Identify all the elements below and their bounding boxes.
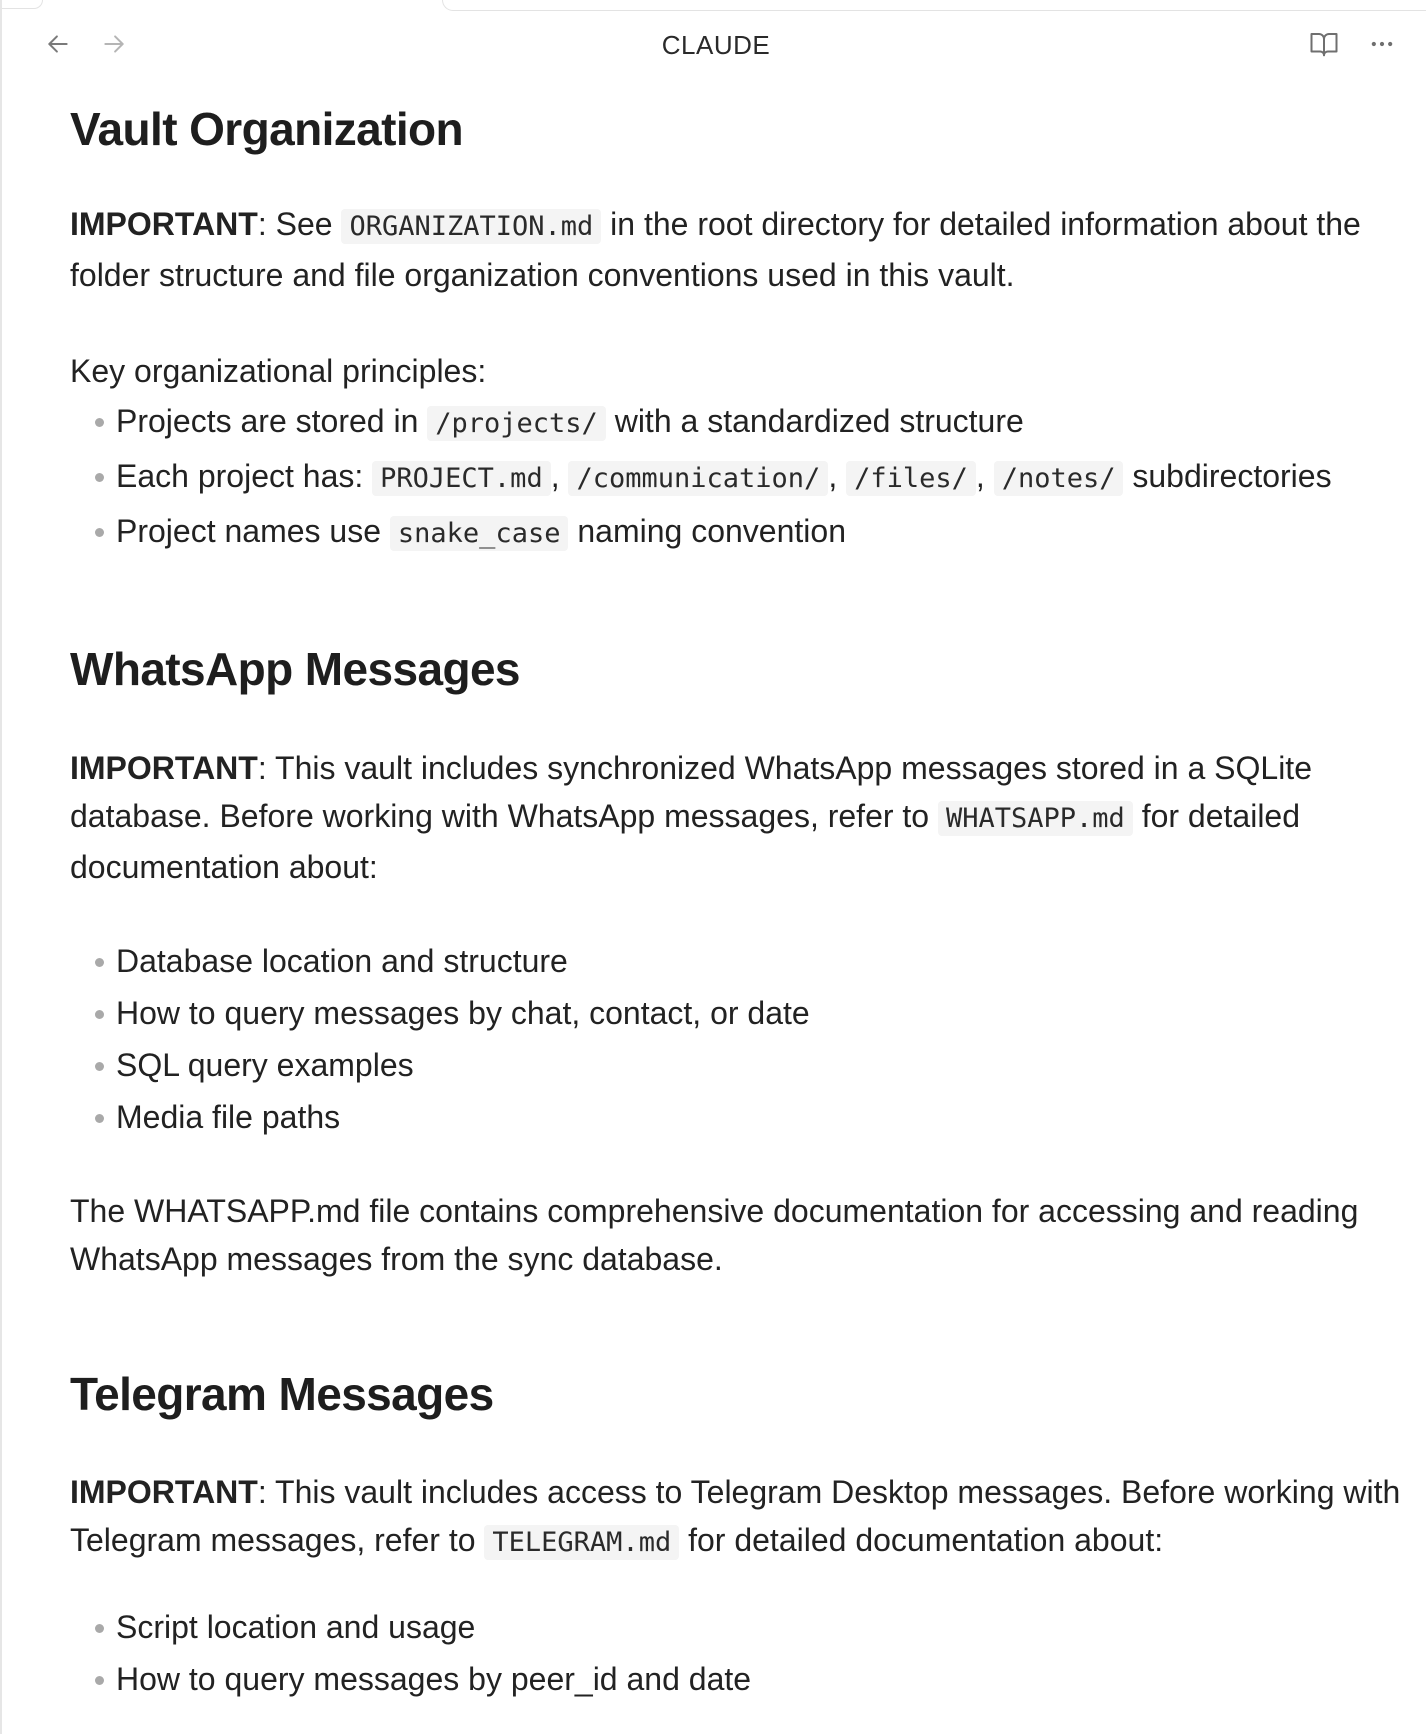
inline-code: /files/ [846,461,976,496]
paragraph-whatsapp-summary: The WHATSAPP.md file contains comprehensive documentation for accessing and reading WhatsApp messages from the sync database. [70,1192,1359,1277]
heading-telegram-messages: Telegram Messages [70,1367,494,1420]
inline-code: snake_case [390,516,569,551]
text: : This vault includes synchronized WhatsApp messages stored in a SQLite database. Before working with WhatsApp messages, refer to [70,749,1312,834]
inline-code: /communication/ [568,461,828,496]
list-item: SQL query examples [70,1039,1410,1091]
important-label: IMPORTANT [70,749,258,786]
list-item [70,505,1410,560]
text: Projects are stored in [116,402,428,439]
paragraph-key-principles: Key organizational principles: [70,352,487,389]
text: naming convention [568,512,846,549]
note-title[interactable]: CLAUDE [661,30,771,60]
text: Each project has: [116,457,373,494]
list-item: Script location and usage [70,1601,1410,1653]
text: Project names use [116,512,390,549]
reading-view-button[interactable] [1304,26,1344,62]
book-open-icon [1309,29,1339,59]
important-label: IMPORTANT [70,1474,258,1511]
inline-code: /notes/ [994,461,1124,496]
more-options-button[interactable] [1362,26,1402,62]
list-item [70,450,1410,505]
inline-code: ORGANIZATION.md [341,209,601,244]
inline-code: PROJECT.md [372,461,551,496]
list-item [70,395,1410,450]
tab-edge-left [2,0,43,9]
view-header [4,14,1426,78]
inline-code: TELEGRAM.md [484,1525,679,1560]
list-item: How to query messages by peer_id and date [70,1653,1410,1705]
list-item: How to query messages by chat, contact, or date [70,987,1410,1039]
list-item: Media file paths [70,1091,1410,1143]
list-item: Database location and structure [70,935,1410,987]
text: for detailed documentation about: [679,1522,1164,1559]
text: , [828,457,847,494]
text: : This vault includes access to Telegram Desktop messages. Before working with Telegram messages, refer to [70,1474,1401,1559]
inline-code: WHATSAPP.md [938,801,1133,836]
note-content [70,100,1410,1705]
text: : See [257,205,342,242]
paragraph-vault-important [70,200,1410,299]
text: , [975,457,994,494]
principles-list [70,395,1410,560]
tab-edge-right [442,0,1426,11]
text: in the root directory for detailed information about the folder structure and file organization conventions used in this vault. [70,205,1361,293]
text: , [550,457,569,494]
text: with a standardized structure [605,402,1024,439]
heading-vault-organization: Vault Organization [70,103,464,155]
telegram-topics-list [70,1601,1410,1705]
paragraph-telegram-important [70,1468,1410,1567]
paragraph-whatsapp-important [70,744,1410,891]
inline-code: /projects/ [427,406,606,441]
text: subdirectories [1123,457,1332,494]
text: for detailed documentation about: [70,797,1301,885]
important-label: IMPORTANT [70,205,258,242]
heading-whatsapp-messages: WhatsApp Messages [70,642,520,695]
whatsapp-topics-list [70,935,1410,1143]
more-horizontal-icon [1368,30,1396,58]
